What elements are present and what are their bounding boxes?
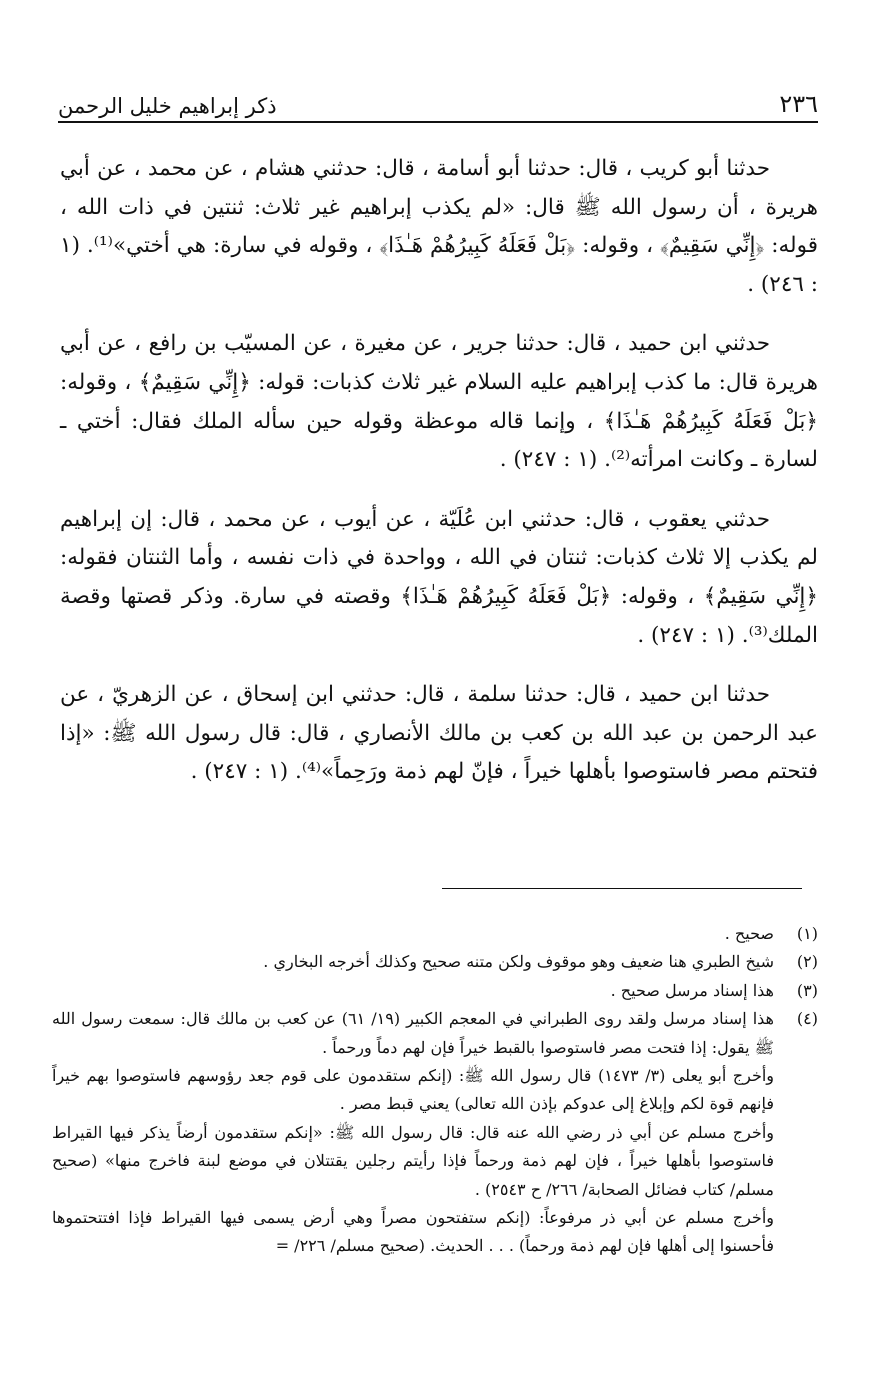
footnote	[52, 948, 818, 976]
footnote-text	[52, 920, 774, 948]
footnote-line: وأخرج مسلم عن أبي ذر مرفوعاً: (إنكم ستفتحون مصراً وهي أرض يسمى فيها القيراط فإذا افتتحتموها فأحسنوا إلى أهلها فإن لهم ذمة ورحماً) . . . الحديث. (صحيح مسلم/ ٢٢٦/ =	[52, 1208, 774, 1256]
footnote-line: هذا إسناد مرسل صحيح .	[610, 980, 774, 1000]
footnote-number: (٣)	[796, 980, 818, 1000]
footnote-number: (٢)	[796, 952, 818, 972]
footnotes	[52, 920, 818, 1261]
footnote-line: صحيح .	[724, 924, 774, 943]
footnote-text	[52, 1005, 774, 1261]
page-number: ٢٣٦	[779, 90, 818, 118]
paragraph: حدثني يعقوب ، قال: حدثني ابن عُلَيّة ، عن أيوب ، عن محمد ، قال: إن إبراهيم لم يكذب إلا ثلاث كذبات: ثنتان في الله ، وواحدة في ذات نفسه ، وأما الثنتان فقوله: ﴿إِنِّي سَقِيمٌ﴾ ، وقوله: ﴿بَلْ فَعَلَهُ كَبِيرُهُمْ هَـٰذَا﴾ وقصته في سارة. وذكر قصتها وقصة الملك⁽³⁾. (١ : ٢٤٧) .	[60, 506, 818, 648]
footnote-text	[52, 977, 774, 1005]
footnote-line: وأخرج أبو يعلى (٣/ ١٤٧٣) قال رسول الله ﷺ: (إنكم ستقدمون على قوم جعد رؤوسهم فاستوصوا بهم خيراً فإنهم قوة لكم وإبلاغ إلى عدوكم بإذن الله تعالى) يعني قبط مصر .	[52, 1066, 775, 1114]
footnote-number: (١)	[796, 924, 818, 943]
main-text	[60, 150, 818, 792]
footnote-separator	[442, 888, 802, 889]
footnote-line: وأخرج مسلم عن أبي ذر رضي الله عنه قال: قال رسول الله ﷺ: «إنكم ستقدمون أرضاً يذكر فيها القيراط فاستوصوا بأهلها خيراً ، فإن لهم ذمة ورحماً فإذا رأيتم رجلين يقتتلان في موضع لبنة فاخرج منها» (صحيح مسلم/ كتاب فضائل الصحابة/ ٢٦٦/ ح ٢٥٤٣) .	[52, 1122, 774, 1199]
paragraph: حدثني ابن حميد ، قال: حدثنا جرير ، عن مغيرة ، عن المسيّب بن رافع ، عن أبي هريرة قال: ما كذب إبراهيم عليه السلام غير ثلاث كذبات: قوله: ﴿إِنِّي سَقِيمٌ﴾ ، وقوله: ﴿بَلْ فَعَلَهُ كَبِيرُهُمْ هَـٰذَا﴾ ، وإنما قاله موعظة وقوله حين سأله الملك فقال: أختي ـ لسارة ـ وكانت امرأته⁽²⁾. (١ : ٢٤٧) .	[60, 331, 818, 473]
footnote-line: هذا إسناد مرسل ولقد روى الطبراني في المعجم الكبير (١٩/ ٦١) عن كعب بن مالك قال: سمعت رسول الله ﷺ يقول: إذا فتحت مصر فاستوصوا بالقبط خيراً فإن لهم دماً ورحماً .	[52, 1009, 774, 1057]
paragraph: حدثنا أبو كريب ، قال: حدثنا أبو أسامة ، قال: حدثني هشام ، عن محمد ، عن أبي هريرة ، أن رسول الله ﷺ قال: «لم يكذب إبراهيم غير ثلاث: ثنتين في ذات الله ، قوله: ﴿إِنِّي سَقِيمٌ﴾ ، وقوله: ﴿بَلْ فَعَلَهُ كَبِيرُهُمْ هَـٰذَا﴾ ، وقوله في سارة: هي أختي»⁽¹⁾. (١ : ٢٤٦) .	[60, 156, 818, 297]
running-title: ذكر إبراهيم خليل الرحمن	[58, 94, 277, 118]
footnote-text	[52, 948, 774, 976]
header-rule	[58, 121, 818, 123]
footnote	[52, 920, 818, 948]
footnote-number: (٤)	[796, 1009, 818, 1029]
page-header	[58, 82, 818, 118]
footnote	[52, 977, 818, 1005]
footnote	[52, 1005, 818, 1261]
paragraph: حدثنا ابن حميد ، قال: حدثنا سلمة ، قال: حدثني ابن إسحاق ، عن الزهريّ ، عن عبد الرحمن بن عبد الله بن كعب بن مالك الأنصاري ، قال: قال رسول الله ﷺ: «إذا فتحتم مصر فاستوصوا بأهلها خيراً ، فإنّ لهم ذمة ورَحِماً»⁽⁴⁾. (١ : ٢٤٧) .	[60, 682, 818, 785]
footnote-line: شيخ الطبري هنا ضعيف وهو موقوف ولكن متنه صحيح وكذلك أخرجه البخاري .	[263, 952, 774, 972]
